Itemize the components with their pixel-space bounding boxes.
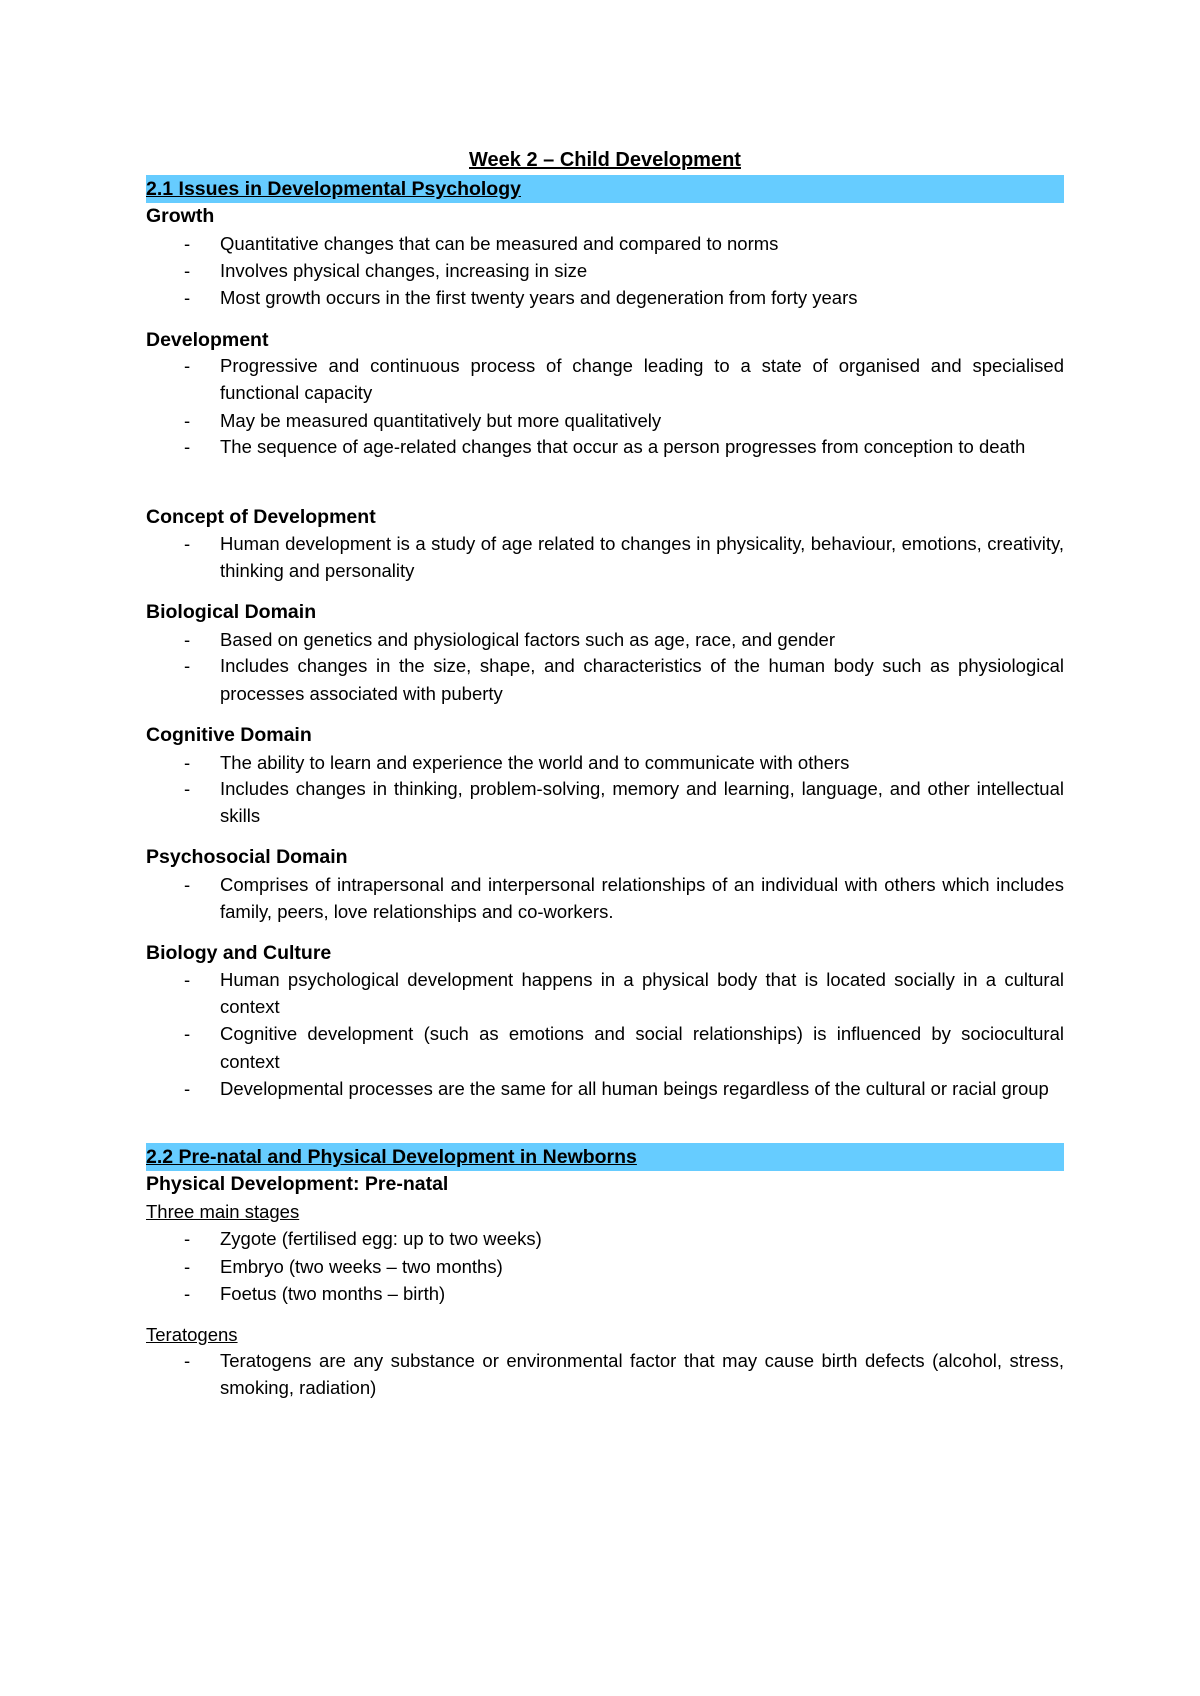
- heading-growth: Growth: [146, 205, 215, 227]
- list-item: - Human psychological development happens in a physical body that is located socially in a cultural context: [184, 969, 1064, 1017]
- list-item: - The sequence of age-related changes that occur as a person progresses from conception to death: [184, 436, 1026, 457]
- list-item: - Zygote (fertilised egg: up to two weeks): [184, 1228, 542, 1249]
- heading-cognitive-domain: Cognitive Domain: [146, 724, 312, 746]
- list-item: - The ability to learn and experience the world and to communicate with others: [184, 752, 850, 773]
- heading-development: Development: [146, 329, 269, 351]
- heading-psychosocial-domain: Psychosocial Domain: [146, 846, 348, 868]
- list-item: - Progressive and continuous process of change leading to a state of organised and specialised functional capacity: [184, 355, 1064, 403]
- list-item: - Quantitative changes that can be measured and compared to norms: [184, 233, 779, 254]
- list-item: - Human development is a study of age related to changes in physicality, behaviour, emotions, creativity, thinking and personality: [184, 533, 1064, 581]
- list-item: - Involves physical changes, increasing in size: [184, 260, 588, 281]
- list-item: - Foetus (two months – birth): [184, 1283, 446, 1304]
- page-title: Week 2 – Child Development: [469, 149, 741, 171]
- list-item: - Comprises of intrapersonal and interpersonal relationships of an individual with others which includes family, peers, love relationships and co-workers.: [184, 874, 1064, 922]
- list-item: - Developmental processes are the same for all human beings regardless of the cultural or racial group: [184, 1078, 1049, 1099]
- list-item: - Includes changes in thinking, problem-solving, memory and learning, language, and other intellectual skills: [184, 778, 1064, 826]
- section-heading-2-1: 2.1 Issues in Developmental Psychology: [146, 175, 1064, 203]
- list-item: - May be measured quantitatively but more qualitatively: [184, 410, 662, 431]
- list-item: - Teratogens are any substance or environmental factor that may cause birth defects (alcohol, stress, smoking, radiation): [184, 1350, 1064, 1398]
- list-item: - Most growth occurs in the first twenty years and degeneration from forty years: [184, 287, 858, 308]
- section-heading-2-2: 2.2 Pre-natal and Physical Development in Newborns: [146, 1143, 1064, 1171]
- subheading-three-main-stages: Three main stages: [146, 1201, 300, 1222]
- list-item: - Includes changes in the size, shape, and characteristics of the human body such as physiological processes associated with puberty: [184, 655, 1064, 704]
- heading-biological-domain: Biological Domain: [146, 601, 317, 623]
- list-item: - Embryo (two weeks – two months): [184, 1256, 503, 1277]
- list-item: - Cognitive development (such as emotions and social relationships) is influenced by sociocultural context: [184, 1023, 1064, 1072]
- heading-biology-and-culture: Biology and Culture: [146, 942, 332, 964]
- subheading-teratogens: Teratogens: [146, 1324, 238, 1345]
- heading-physical-development-pre-natal: Physical Development: Pre-natal: [146, 1173, 449, 1195]
- list-item: - Based on genetics and physiological factors such as age, race, and gender: [184, 629, 836, 650]
- heading-concept-of-development: Concept of Development: [146, 506, 376, 528]
